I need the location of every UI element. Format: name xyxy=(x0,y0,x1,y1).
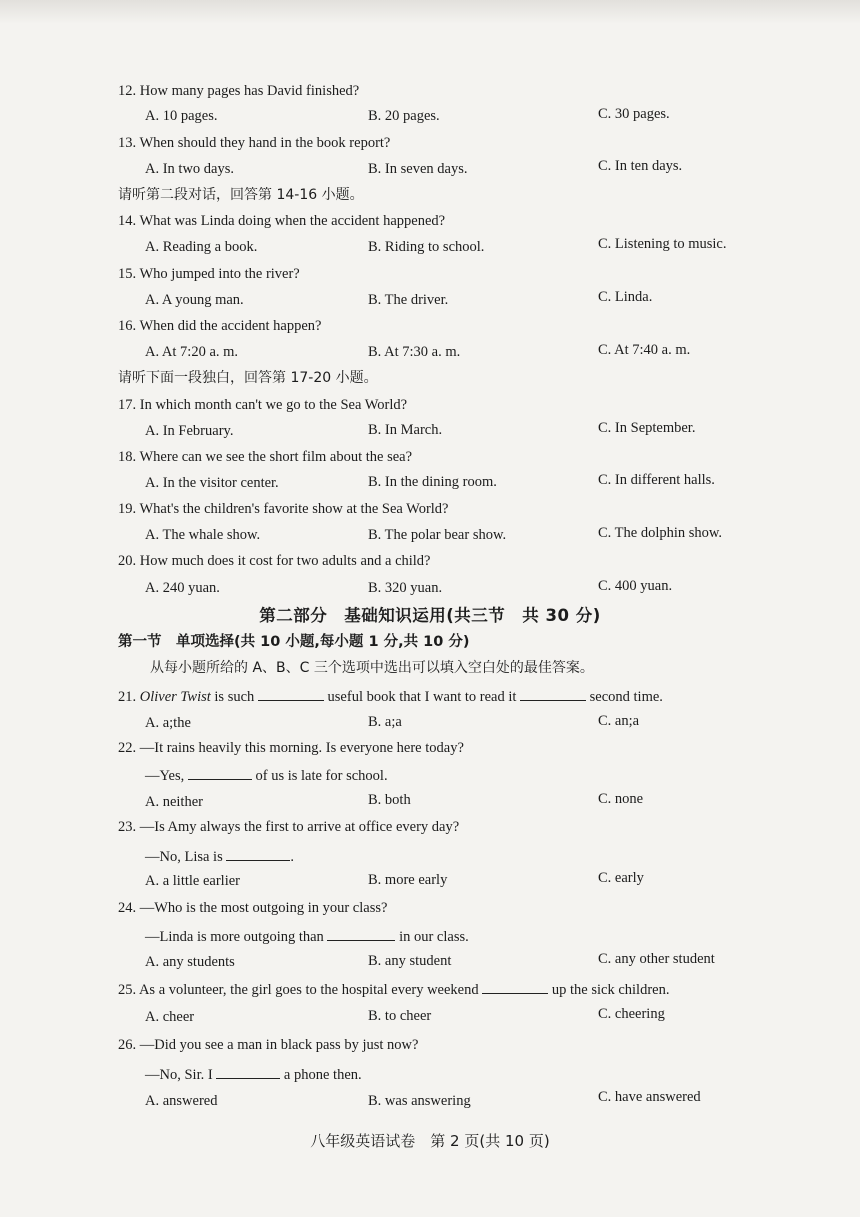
question-21-option-a: A. a;the xyxy=(145,715,191,731)
question-24-option-c: C. any other student xyxy=(598,951,715,967)
question-24-answer-start: —Linda is more outgoing than xyxy=(145,929,328,945)
question-22-answer-end: of us is late for school. xyxy=(251,768,388,784)
answer-blank xyxy=(226,846,290,861)
question-12-stem: 12. How many pages has David finished? xyxy=(118,83,360,99)
question-24-option-b: B. any student xyxy=(368,953,452,969)
question-26-option-c: C. have answered xyxy=(598,1089,701,1105)
question-18-option-b: B. In the dining room. xyxy=(368,474,497,490)
question-17-option-c: C. In September. xyxy=(598,420,696,436)
book-title: Oliver Twist xyxy=(139,689,211,705)
question-23-answer-line xyxy=(145,846,294,866)
question-15-option-a: A. A young man. xyxy=(145,292,244,308)
question-25-option-a: A. cheer xyxy=(145,1009,195,1025)
question-16-option-b: B. At 7:30 a. m. xyxy=(368,344,461,360)
question-22-option-a: A. neither xyxy=(145,794,203,810)
answer-blank xyxy=(482,979,548,994)
answer-blank xyxy=(258,686,324,701)
question-26-answer-line xyxy=(145,1064,362,1084)
question-23-answer-start: —No, Lisa is xyxy=(145,849,227,865)
question-23-option-c: C. early xyxy=(598,870,644,886)
listening-instruction-3: 请听下面一段独白，回答第 17-20 小题。 xyxy=(118,370,378,386)
question-23-option-b: B. more early xyxy=(368,872,448,888)
question-25-option-b: B. to cheer xyxy=(368,1008,432,1024)
question-25-part-1: 25. As a volunteer, the girl goes to the hospital every weekend xyxy=(118,982,483,998)
question-26-answer-start: —No, Sir. I xyxy=(145,1067,217,1083)
question-22-stem: 22. —It rains heavily this morning. Is everyone here today? xyxy=(118,740,464,756)
listening-instruction-2: 请听第二段对话，回答第 14-16 小题。 xyxy=(118,187,364,203)
question-12-option-a: A. 10 pages. xyxy=(145,108,218,124)
question-26-option-a: A. answered xyxy=(145,1093,218,1109)
page-footer: 八年级英语试卷 第 2 页(共 10 页) xyxy=(310,1132,550,1150)
question-12-option-c: C. 30 pages. xyxy=(598,106,670,122)
question-21-part-3: useful book that I want to read it xyxy=(323,689,521,705)
question-26-stem: 26. —Did you see a man in black pass by just now? xyxy=(118,1037,419,1053)
question-19-option-b: B. The polar bear show. xyxy=(368,527,507,543)
question-18-option-a: A. In the visitor center. xyxy=(145,475,279,491)
question-18-stem: 18. Where can we see the short film about the sea? xyxy=(118,449,413,465)
part-2-heading: 第二部分 基础知识运用(共三节 共 30 分) xyxy=(259,606,601,625)
question-25-part-2: up the sick children. xyxy=(548,982,670,998)
question-24-option-a: A. any students xyxy=(145,954,235,970)
question-15-option-c: C. Linda. xyxy=(598,289,653,305)
question-24-answer-end: in our class. xyxy=(395,929,469,945)
question-14-stem: 14. What was Linda doing when the accident happened? xyxy=(118,213,446,229)
question-15-option-b: B. The driver. xyxy=(368,292,449,308)
section-1-heading: 第一节 单项选择(共 10 小题,每小题 1 分,共 10 分) xyxy=(118,634,470,650)
question-17-stem: 17. In which month can't we go to the Sea World? xyxy=(118,397,408,413)
question-22-answer-start: —Yes, xyxy=(145,768,188,784)
question-15-stem: 15. Who jumped into the river? xyxy=(118,266,300,282)
answer-blank xyxy=(520,686,586,701)
scan-edge xyxy=(0,0,860,24)
question-16-option-a: A. At 7:20 a. m. xyxy=(145,344,239,360)
answer-blank xyxy=(188,765,252,780)
question-13-stem: 13. When should they hand in the book report? xyxy=(118,135,391,151)
question-24-stem: 24. —Who is the most outgoing in your class? xyxy=(118,900,388,916)
question-13-option-c: C. In ten days. xyxy=(598,158,683,174)
question-21-part-1: 21. xyxy=(118,689,140,705)
question-23-answer-end: . xyxy=(290,849,294,865)
question-22-option-c: C. none xyxy=(598,791,644,807)
question-26-answer-end: a phone then. xyxy=(280,1067,362,1083)
section-1-instruction: 从每小题所给的 A、B、C 三个选项中选出可以填入空白处的最佳答案。 xyxy=(150,660,594,676)
question-18-option-c: C. In different halls. xyxy=(598,472,715,488)
question-17-option-b: B. In March. xyxy=(368,422,443,438)
question-21-option-c: C. an;a xyxy=(598,713,640,729)
question-14-option-b: B. Riding to school. xyxy=(368,239,485,255)
question-14-option-c: C. Listening to music. xyxy=(598,236,727,252)
question-24-answer-line xyxy=(145,926,469,946)
question-21-stem xyxy=(118,686,663,706)
question-22-option-b: B. both xyxy=(368,792,411,808)
question-16-stem: 16. When did the accident happen? xyxy=(118,318,322,334)
question-14-option-a: A. Reading a book. xyxy=(145,239,258,255)
question-23-option-a: A. a little earlier xyxy=(145,873,241,889)
question-17-option-a: A. In February. xyxy=(145,423,234,439)
question-22-answer-line xyxy=(145,765,388,785)
question-13-option-b: B. In seven days. xyxy=(368,161,468,177)
question-19-option-c: C. The dolphin show. xyxy=(598,525,723,541)
question-20-option-c: C. 400 yuan. xyxy=(598,578,673,594)
question-20-option-b: B. 320 yuan. xyxy=(368,580,443,596)
question-25-option-c: C. cheering xyxy=(598,1006,665,1022)
question-23-stem: 23. —Is Amy always the first to arrive at office every day? xyxy=(118,819,460,835)
question-21-option-b: B. a;a xyxy=(368,714,402,730)
question-21-part-2: is such xyxy=(210,689,258,705)
question-16-option-c: C. At 7:40 a. m. xyxy=(598,342,691,358)
question-21-part-4: second time. xyxy=(586,689,663,705)
question-19-stem: 19. What's the children's favorite show at the Sea World? xyxy=(118,501,449,517)
question-12-option-b: B. 20 pages. xyxy=(368,108,440,124)
question-13-option-a: A. In two days. xyxy=(145,161,235,177)
question-25-stem xyxy=(118,979,669,999)
question-19-option-a: A. The whale show. xyxy=(145,527,261,543)
answer-blank xyxy=(216,1064,280,1079)
answer-blank xyxy=(327,926,395,941)
question-26-option-b: B. was answering xyxy=(368,1093,471,1109)
question-20-stem: 20. How much does it cost for two adults and a child? xyxy=(118,553,431,569)
question-20-option-a: A. 240 yuan. xyxy=(145,580,220,596)
